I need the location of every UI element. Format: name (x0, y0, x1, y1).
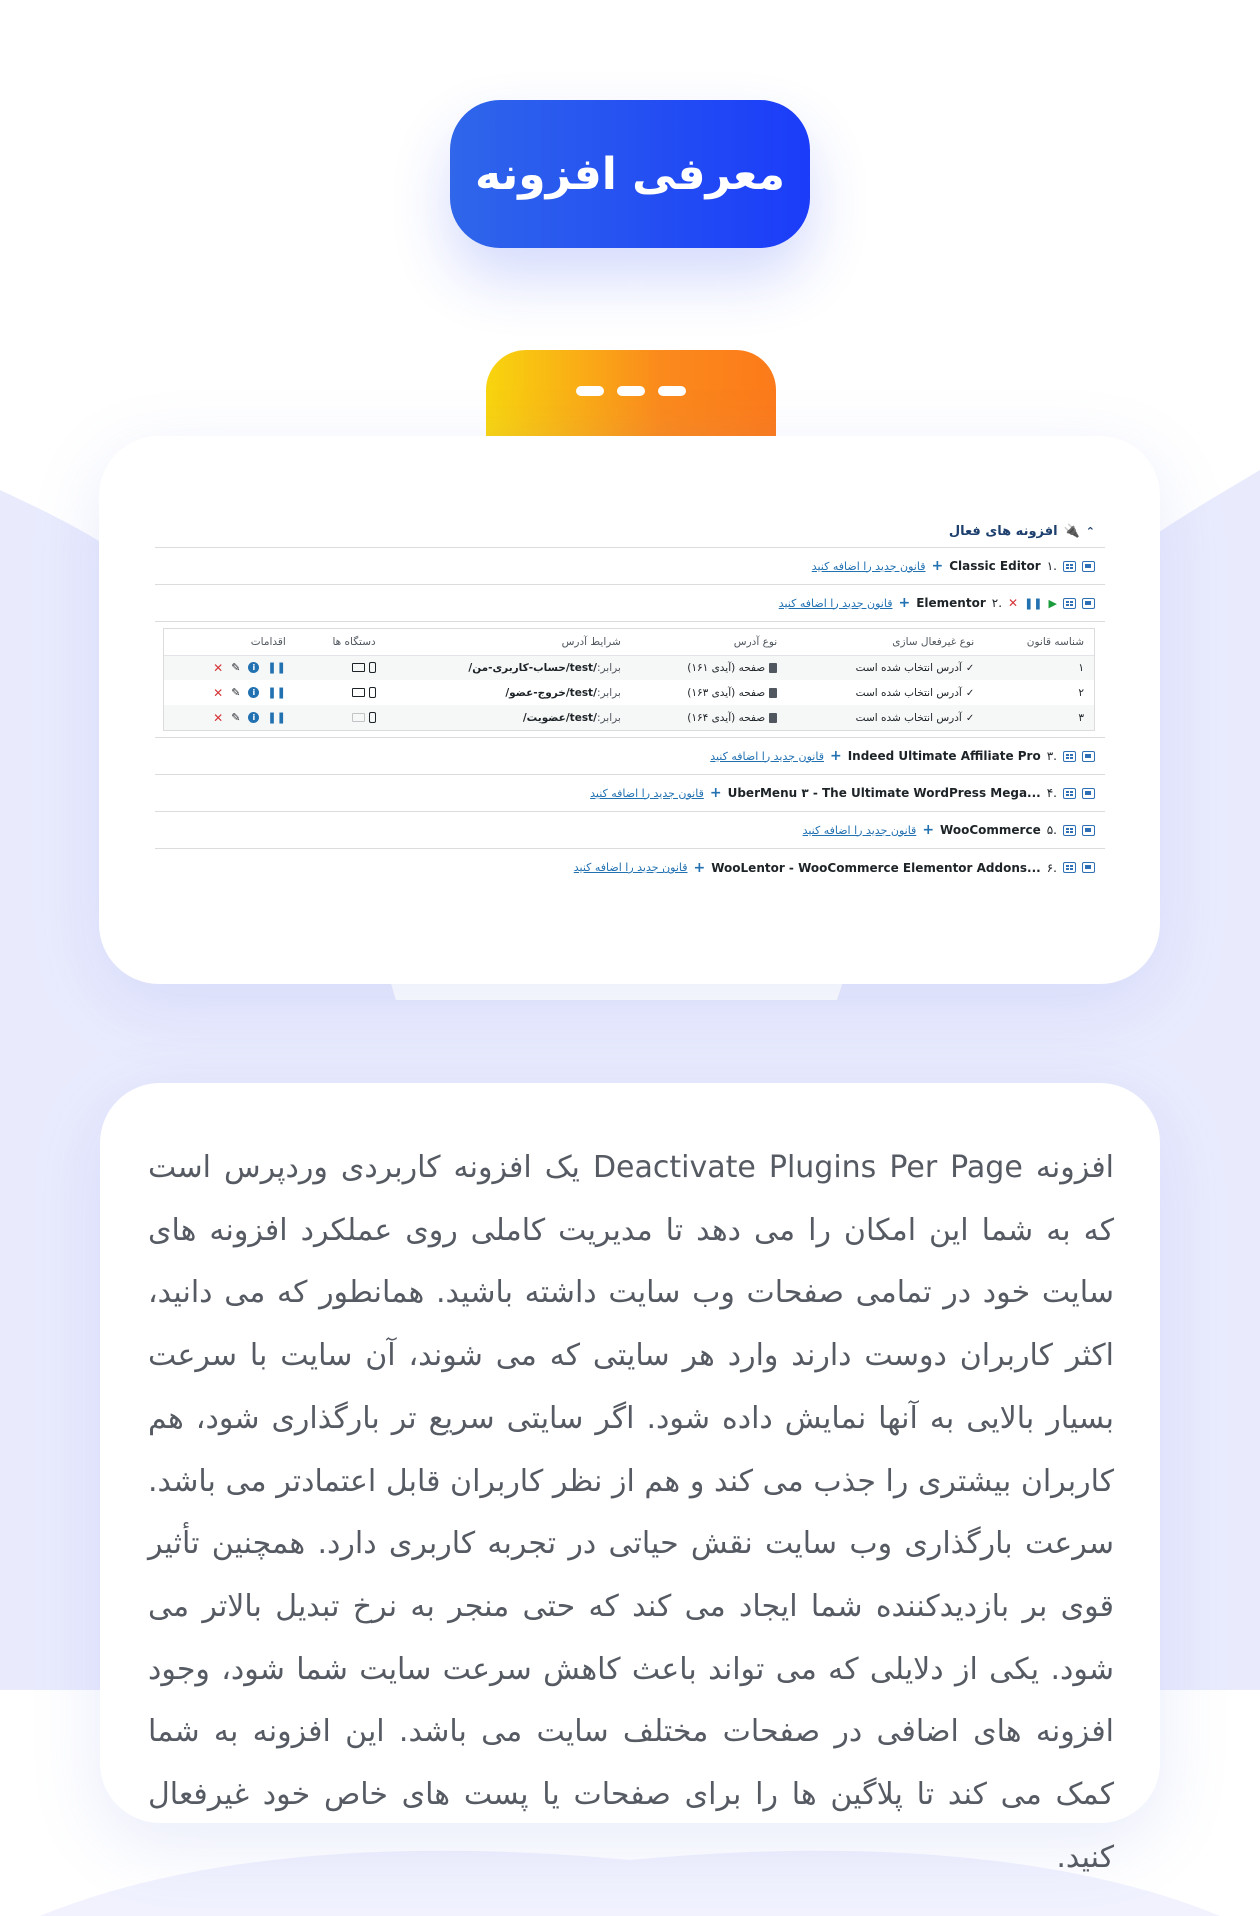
info-icon[interactable]: i (248, 687, 259, 698)
description-text: افزونه Deactivate Plugins Per Page یک افزونه کاربردی وردپرس است که به شما این امکان را می دهد تا مدیریت کاملی روی عملکرد افزونه های سایت خود در تمامی صفحات وب سایت داشته باشید. همانطور که می دانید، اکثر کاربران دوست دارند وارد هر سایتی که می شوند، آن سایت با سرعت بسیار بالایی به آنها نمایش داده شود. اگر سایتی سریع تر بارگذاری شود، هم کاربران بیشتری را جذب می کند و هم از نظر کاربران قابل اعتمادتر می باشد. سرعت بارگذاری وب سایت نقش حیاتی در تجربه کاربری دارد. همچنین تأثیر قوی بر بازدیدکننده شما ایجاد می کند که حتی منجر به نرخ تبدیل بالاتر می شود. یکی از دلایلی که می تواند باعث کاهش سرعت سایت شما شود، وجود افزونه های اضافی در صفحات مختلف سایت می باشد. این افزونه به شما کمک می کند تا پلاگین ها را برای صفحات یا پست های خاص خود غیرفعال کنید. (148, 1150, 1114, 1875)
deactivation-type: آدرس انتخاب شده است (855, 661, 962, 674)
plugin-panel (155, 516, 1105, 886)
deactivation-cell (787, 655, 984, 680)
table-row (164, 655, 1094, 680)
devices-cell (296, 680, 386, 705)
plugin-number: .۵ (1046, 823, 1057, 837)
dash-icon (576, 386, 604, 396)
column-header: شناسه قانون (984, 629, 1094, 655)
info-icon[interactable]: i (248, 662, 259, 673)
plus-icon[interactable]: + (829, 748, 842, 764)
desktop-icon[interactable] (352, 713, 365, 722)
screen-icon[interactable] (1082, 598, 1095, 609)
grid-icon[interactable] (1063, 862, 1076, 873)
condition-path: /test/خروج-عضو/ (505, 686, 597, 699)
add-rule-link[interactable]: قانون جدید را اضافه کنید (573, 861, 688, 874)
devices-cell (296, 655, 386, 680)
deactivation-type: آدرس انتخاب شده است (855, 686, 962, 699)
plugin-row (155, 548, 1105, 585)
chevron-up-icon[interactable]: ⌃ (1085, 525, 1095, 538)
plugin-number: .۴ (1046, 786, 1057, 800)
deactivation-cell (787, 705, 984, 730)
condition-cell (386, 655, 631, 680)
rule-id: ۲ (1078, 686, 1084, 699)
rules-table (163, 628, 1095, 731)
pause-icon[interactable]: ❚❚ (1024, 596, 1043, 610)
plugin-name: Indeed Ultimate Affiliate Pro (847, 749, 1041, 763)
grid-icon[interactable] (1063, 788, 1076, 799)
play-icon[interactable]: ▶ (1048, 596, 1057, 610)
column-header: نوع آدرس (631, 629, 787, 655)
delete-icon[interactable]: ✕ (213, 710, 224, 725)
mobile-icon[interactable] (369, 687, 376, 698)
plugin-name: WooCommerce (940, 823, 1041, 837)
condition-prefix: برابر: (596, 661, 621, 674)
deactivation-cell (787, 680, 984, 705)
edit-icon[interactable]: ✎ (231, 661, 241, 675)
plugin-name: WooLentor - WooCommerce Elementor Addons... (711, 860, 1041, 875)
desktop-icon[interactable] (352, 688, 365, 697)
column-header: شرایط آدرس (386, 629, 631, 655)
plugin-row (155, 849, 1105, 886)
dash-icon (617, 386, 645, 396)
plugin-name: Classic Editor (949, 559, 1041, 573)
plugin-name: UberMenu ۳ - The Ultimate WordPress Mega... (727, 786, 1041, 800)
actions-cell (164, 655, 296, 680)
add-rule-link[interactable]: قانون جدید را اضافه کنید (802, 823, 917, 837)
add-rule-link[interactable]: قانون جدید را اضافه کنید (590, 786, 704, 800)
close-icon[interactable]: ✕ (1008, 596, 1019, 610)
column-header: اقدامات (164, 629, 296, 655)
plugin-row (155, 738, 1105, 775)
plus-icon[interactable]: + (931, 558, 944, 574)
rule-id: ۳ (984, 705, 1094, 730)
check-icon: ✓ (965, 687, 975, 699)
condition-cell (386, 680, 631, 705)
column-header: دستگاه ها (296, 629, 386, 655)
grid-icon[interactable] (1063, 561, 1076, 572)
add-rule-link[interactable]: قانون جدید را اضافه کنید (710, 749, 824, 763)
url-type-cell (631, 655, 787, 680)
plugin-number: .۲ (991, 596, 1003, 610)
screen-icon[interactable] (1082, 825, 1095, 836)
plus-icon[interactable]: + (709, 785, 722, 801)
devices-cell (296, 705, 386, 730)
actions-cell (164, 705, 296, 730)
grid-icon[interactable] (1063, 751, 1076, 762)
actions-cell (164, 680, 296, 705)
delete-icon[interactable]: ✕ (213, 685, 224, 700)
active-plugins-heading: افزونه های فعال (948, 524, 1058, 539)
url-type: صفحه (آیدی ۱۶۳) (687, 686, 766, 699)
plus-icon[interactable]: + (693, 859, 706, 876)
rule-id: ۱ (984, 655, 1094, 680)
deactivation-type: آدرس انتخاب شده است (855, 711, 962, 724)
decorative-tab (486, 350, 776, 440)
condition-path: /test/عضویت/ (522, 711, 597, 724)
screen-icon[interactable] (1082, 788, 1095, 799)
edit-icon[interactable]: ✎ (231, 711, 241, 724)
add-rule-link[interactable]: قانون جدید را اضافه کنید (778, 596, 893, 610)
pause-icon[interactable]: ❚❚ (267, 686, 286, 699)
page-icon (769, 663, 777, 673)
condition-cell (386, 705, 631, 730)
mobile-icon[interactable] (369, 662, 376, 673)
page-title: معرفی افزونه (450, 100, 810, 248)
page-icon (769, 688, 777, 698)
grid-icon[interactable] (1063, 825, 1076, 836)
screen-icon[interactable] (1082, 751, 1095, 762)
page-icon (769, 713, 777, 723)
plugin-number: .۳ (1046, 749, 1057, 763)
url-type: صفحه (آیدی ۱۶۴) (687, 711, 766, 724)
plus-icon[interactable]: + (898, 595, 911, 611)
plugin-row (155, 775, 1105, 812)
screen-icon[interactable] (1082, 561, 1095, 572)
condition-prefix: برابر: (596, 686, 621, 699)
plugin-row (155, 812, 1105, 849)
edit-icon[interactable]: ✎ (231, 686, 241, 699)
url-type-cell (631, 705, 787, 730)
active-plugins-header[interactable] (155, 516, 1105, 548)
description-card (100, 1083, 1160, 1875)
desktop-icon[interactable] (352, 663, 365, 672)
pause-icon[interactable]: ❚❚ (267, 711, 286, 724)
grid-icon[interactable] (1063, 598, 1076, 609)
dash-icon (658, 386, 686, 396)
plugin-name: Elementor (916, 596, 986, 610)
plug-icon: 🔌 (1063, 524, 1080, 539)
check-icon: ✓ (965, 662, 975, 674)
url-type-cell (631, 680, 787, 705)
delete-icon[interactable]: ✕ (213, 660, 224, 675)
info-icon[interactable]: i (248, 712, 259, 723)
screen-icon[interactable] (1082, 862, 1095, 873)
condition-prefix: برابر: (596, 711, 621, 724)
add-rule-link[interactable]: قانون جدید را اضافه کنید (811, 559, 926, 573)
table-row (164, 680, 1094, 705)
table-row (164, 705, 1094, 730)
pause-icon[interactable]: ❚❚ (267, 661, 286, 675)
condition-path: /test/حساب-کاربری-من/ (468, 661, 597, 674)
url-type: صفحه (آیدی ۱۶۱) (687, 661, 766, 674)
check-icon: ✓ (965, 712, 975, 724)
plugin-number: .۶ (1046, 860, 1057, 875)
mobile-icon[interactable] (369, 712, 376, 723)
column-header: نوع غیرفعال سازی (787, 629, 984, 655)
plugin-number: .۱ (1046, 559, 1057, 573)
plugin-panel-card (99, 436, 1160, 984)
plus-icon[interactable]: + (922, 822, 935, 838)
plugin-row (155, 585, 1105, 622)
